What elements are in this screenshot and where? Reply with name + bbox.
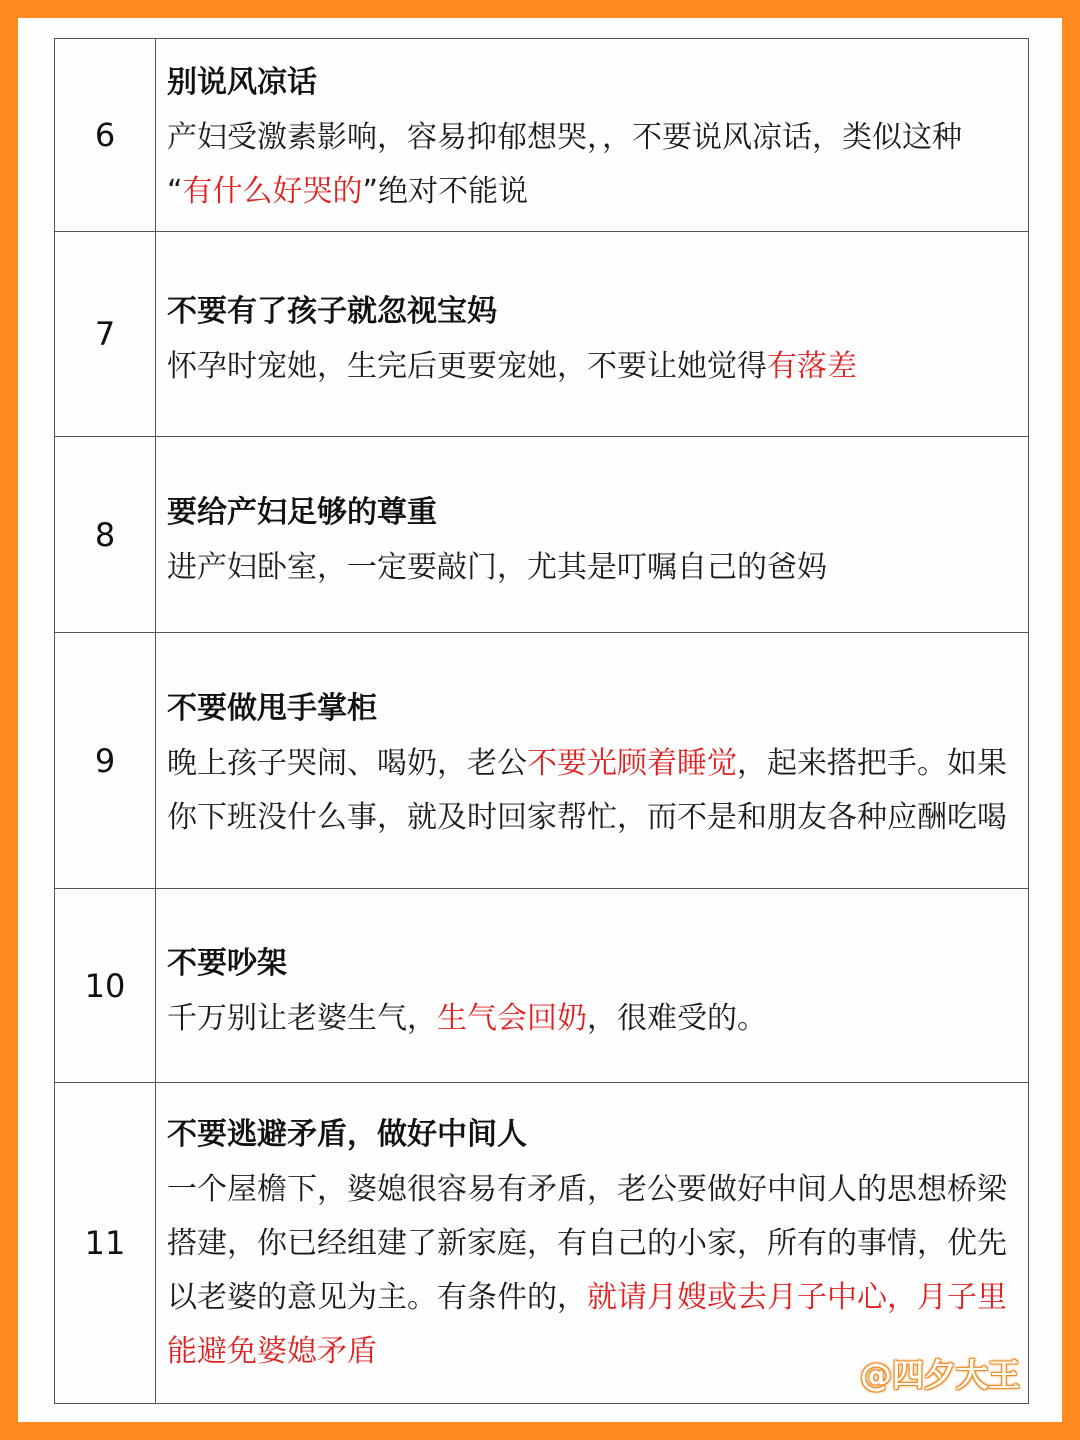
desc-segment: 晚上孩子哭闹、喝奶，老公	[167, 745, 527, 781]
row-desc	[167, 340, 1018, 394]
desc-highlight: 就请月嫂或去月子中心，月子里能避免婆媳矛盾	[167, 1280, 1007, 1369]
desc-segment: 怀孕时宠她，生完后更要宠她，不要让她觉得	[167, 349, 767, 384]
desc-segment: 千万别让老婆生气，	[167, 1000, 437, 1036]
row-number: 9	[55, 633, 156, 889]
row-content	[156, 232, 1029, 437]
row-desc	[167, 1163, 1018, 1379]
row-number: 10	[55, 889, 156, 1083]
desc-segment: 进产妇卧室，一定要敲门，尤其是叮嘱自己的爸妈	[167, 549, 827, 585]
row-title: 别说风凉话	[167, 65, 317, 100]
row-number: 8	[55, 437, 156, 633]
desc-segment: ”绝对不能说	[362, 174, 529, 209]
row-title: 不要做甩手掌柜	[167, 690, 377, 726]
row-title: 不要逃避矛盾，做好中间人	[167, 1117, 527, 1152]
row-title: 要给产妇足够的尊重	[167, 494, 437, 530]
row-title: 不要吵架	[167, 945, 287, 981]
desc-segment: 一个屋檐下，婆媳很容易有矛盾，老公要做好中间人的思想桥梁搭建，你已经组建了新家庭，有自己的小家，所有的事情，优先以老婆的意见为主。有条件的，	[167, 1172, 1007, 1315]
table-row	[55, 39, 1029, 232]
table-row	[55, 232, 1029, 437]
row-desc	[167, 111, 1018, 219]
row-content	[156, 437, 1029, 633]
row-number: 7	[55, 232, 156, 437]
desc-segment: ，起来搭把手。如果你下班没什么事，就及时回家帮忙，而不是和朋友各种应酬吃喝	[167, 745, 1007, 835]
row-desc	[167, 992, 1018, 1046]
desc-highlight: 生气会回奶	[437, 1000, 587, 1036]
row-number: 6	[55, 39, 156, 232]
desc-highlight: 不要光顾着睡觉	[527, 745, 737, 781]
author-watermark: @四夕大王	[859, 1356, 1020, 1394]
table-row	[55, 889, 1029, 1083]
content-card	[18, 18, 1062, 1422]
row-content	[156, 633, 1029, 889]
row-number: 11	[55, 1083, 156, 1404]
table-row	[55, 633, 1029, 889]
tips-table	[54, 38, 1029, 1404]
row-desc	[167, 737, 1018, 845]
row-content	[156, 889, 1029, 1083]
row-desc	[167, 541, 1018, 595]
table-row	[55, 437, 1029, 633]
row-content	[156, 39, 1029, 232]
desc-highlight: 有落差	[767, 349, 857, 384]
desc-segment: ，很难受的。	[587, 1000, 767, 1036]
desc-segment: 产妇受激素影响，容易抑郁想哭，，不要说风凉话，类似这种	[167, 120, 962, 155]
desc-highlight: 有什么好哭的	[182, 174, 363, 209]
desc-segment: “	[167, 174, 183, 209]
row-title: 不要有了孩子就忽视宝妈	[167, 294, 497, 329]
